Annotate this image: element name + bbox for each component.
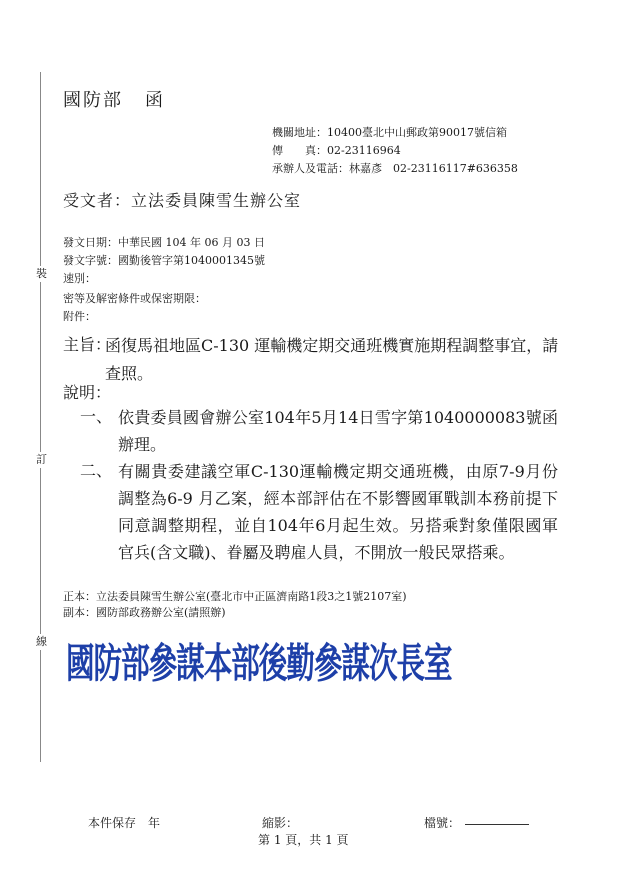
binding-margin-line (40, 72, 41, 762)
microfilm-label: 縮影： (262, 816, 299, 830)
item-number: 一、 (80, 407, 113, 426)
delivery-speed: 速別： (63, 272, 96, 285)
agency-address: 機關地址：10400臺北中山郵政第90017號信箱 (272, 126, 507, 139)
document-type: 函 (145, 90, 165, 111)
retention-period: 本件保存 年 (88, 816, 161, 830)
attachment: 附件： (63, 310, 96, 323)
binding-mark-zhuang: 裝 (36, 267, 47, 280)
fax-number: 傳 真：02-23116964 (272, 144, 401, 157)
secrecy-level: 密等及解密條件或保密期限： (63, 292, 206, 305)
original-recipient: 正本：立法委員陳雪生辦公室(臺北市中正區濟南路1段3之1號2107室) (63, 590, 407, 603)
letterhead (63, 86, 165, 112)
item-number: 二、 (80, 461, 113, 480)
recipient: 受文者：立法委員陳雪生辦公室 (63, 191, 302, 210)
issue-date: 發文日期：中華民國 104 年 06 月 03 日 (63, 236, 265, 249)
official-seal-stamp: 國防部參謀本部後勤參謀次長室 (66, 639, 452, 688)
item-text: 依貴委員國會辦公室104年5月14日雪字第1040000083號函辦理。 (118, 408, 558, 454)
officer-contact: 承辦人及電話：林嘉彥 02-23116117#636358 (272, 162, 518, 175)
archive-number-label: 檔號： (424, 816, 461, 830)
agency-name: 國防部 (63, 90, 123, 111)
page-number: 第 1 頁，共 1 頁 (258, 833, 349, 847)
document-number: 發文字號：國勤後管字第1040001345號 (63, 254, 265, 267)
binding-mark-ding: 訂 (36, 453, 47, 466)
item-text: 有關貴委建議空軍C-130運輸機定期交通班機，由原7-9月份調整為6-9 月乙案，經本部評估在不影響國軍戰訓本務前提下同意調整期程，並自104年6月起生效。另搭乘對象僅限國軍官兵(含文職)、眷屬及聘雇人員，不開放一般民眾搭乘。 (118, 462, 558, 562)
copy-recipient: 副本：國防部政務辦公室(請照辦) (63, 606, 226, 619)
binding-mark-xian: 線 (36, 635, 47, 648)
description-label: 說明： (63, 383, 112, 402)
archive-number-line (465, 824, 529, 825)
subject-text: 函復馬祖地區C-130 運輸機定期交通班機實施期程調整事宜，請查照。 (105, 336, 559, 383)
subject-label: 主旨： (63, 335, 112, 354)
